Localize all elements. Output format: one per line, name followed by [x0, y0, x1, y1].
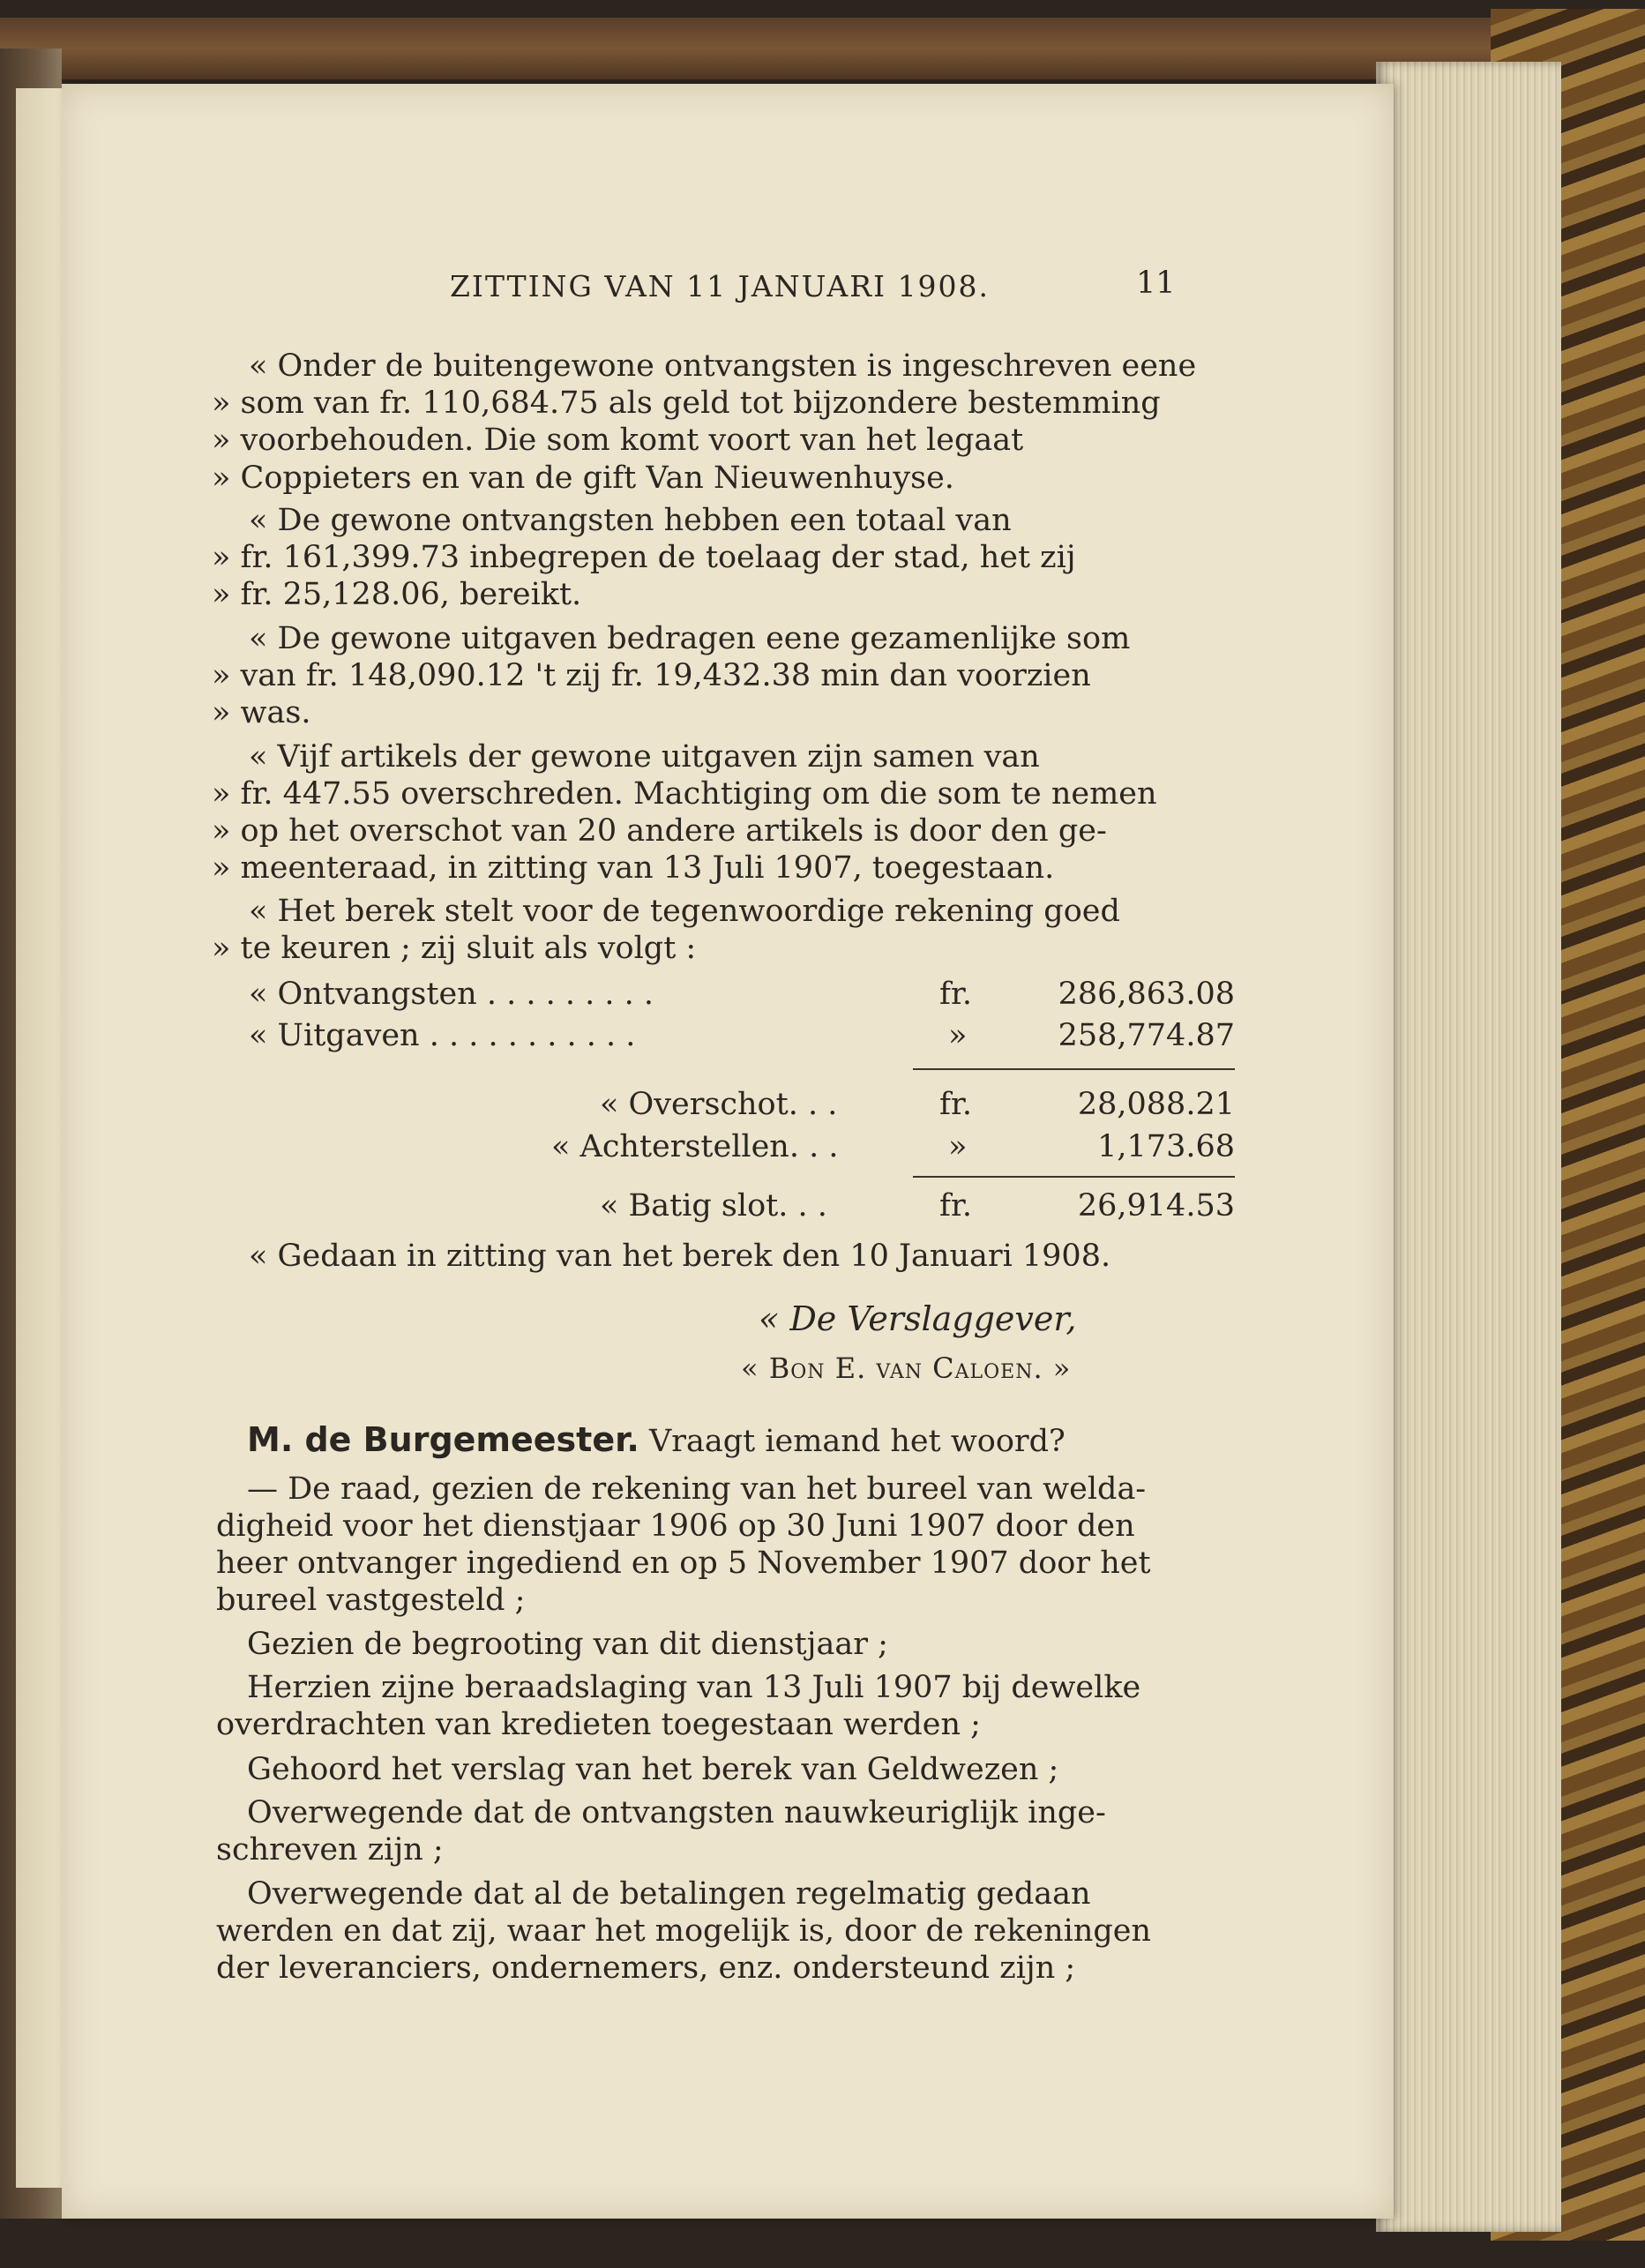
report-line: « De gewone uitgaven bedragen eene gezamenlijke som — [249, 621, 1131, 656]
page-block-edges — [1376, 62, 1561, 2232]
report-line: « Onder de buitengewone ontvangsten is ingeschreven eene — [249, 348, 1197, 384]
facing-page-edge — [16, 88, 64, 2188]
account-label: « Overschot. . . — [600, 1087, 838, 1122]
resolution-line: bureel vastgesteld ; — [216, 1583, 526, 1618]
resolution-line: Gezien de begrooting van dit dienstjaar ; — [247, 1627, 888, 1662]
account-label: « Batig slot. . . — [600, 1188, 827, 1224]
signature-title: « De Verslaggever, — [759, 1299, 1077, 1338]
account-amount: 286,863.08 — [1058, 977, 1235, 1012]
running-head: ZITTING VAN 11 JANUARI 1908. — [450, 269, 991, 303]
account-amount: 1,173.68 — [1097, 1129, 1235, 1164]
sum-rule — [913, 1068, 1235, 1070]
resolution-line: Overwegende dat al de betalingen regelmatig gedaan — [247, 1876, 1091, 1912]
report-line: » Coppieters en van de gift Van Nieuwenhuyse. — [212, 460, 954, 496]
account-currency: fr. — [939, 977, 972, 1012]
report-line: » som van fr. 110,684.75 als geld tot bijzondere bestemming — [212, 385, 1161, 421]
resolution-line: digheid voor het dienstjaar 1906 op 30 Juni 1907 door den — [216, 1508, 1135, 1544]
page-number: 11 — [1136, 266, 1176, 301]
sum-rule — [913, 1176, 1235, 1178]
report-line: » fr. 25,128.06, bereikt. — [212, 577, 582, 612]
account-currency: » — [948, 1129, 968, 1164]
resolution-line: overdrachten van kredieten toegestaan werden ; — [216, 1707, 981, 1742]
report-line: « Het berek stelt voor de tegenwoordige rekening goed — [249, 894, 1120, 929]
speaker-question: Vraagt iemand het woord? — [639, 1424, 1066, 1459]
resolution-line: — De raad, gezien de rekening van het bureel van welda- — [247, 1471, 1147, 1507]
speaker-line — [247, 1420, 1066, 1459]
done-line: « Gedaan in zitting van het berek den 10 Januari 1908. — [249, 1239, 1111, 1274]
report-line: » voorbehouden. Die som komt voort van het legaat — [212, 423, 1024, 458]
resolution-line: werden en dat zij, waar het mogelijk is, door de rekeningen — [216, 1913, 1152, 1949]
resolution-line: heer ontvanger ingediend en op 5 November 1907 door het — [216, 1546, 1151, 1581]
resolution-line: Herzien zijne beraadslaging van 13 Juli 1907 bij dewelke — [247, 1670, 1141, 1705]
account-currency: fr. — [939, 1188, 972, 1224]
account-label: « Ontvangsten . . . . . . . . . — [249, 977, 654, 1012]
account-currency: fr. — [939, 1087, 972, 1122]
report-line: » op het overschot van 20 andere artikels is door den ge- — [212, 813, 1107, 849]
report-line: « Vijf artikels der gewone uitgaven zijn samen van — [249, 739, 1040, 775]
resolution-line: schreven zijn ; — [216, 1832, 444, 1868]
report-line: « De gewone ontvangsten hebben een totaal van — [249, 503, 1012, 538]
account-amount: 28,088.21 — [1077, 1087, 1235, 1122]
resolution-line: der leveranciers, ondernemers, enz. ondersteund zijn ; — [216, 1950, 1076, 1986]
signature-name: « Bon E. van Caloen. » — [741, 1351, 1072, 1385]
speaker-name: M. de Burgemeester. — [247, 1420, 639, 1459]
account-label: « Achterstellen. . . — [551, 1129, 839, 1164]
report-line: » fr. 161,399.73 inbegrepen de toelaag der stad, het zij — [212, 540, 1076, 575]
report-line: » te keuren ; zij sluit als volgt : — [212, 931, 697, 966]
book-page — [62, 84, 1394, 2219]
resolution-line: Gehoord het verslag van het berek van Geldwezen ; — [247, 1752, 1059, 1787]
account-currency: » — [948, 1018, 968, 1053]
account-amount: 258,774.87 — [1058, 1018, 1235, 1053]
report-line: » van fr. 148,090.12 't zij fr. 19,432.38 min dan voorzien — [212, 658, 1091, 693]
account-amount: 26,914.53 — [1077, 1188, 1235, 1224]
book-spine-top — [0, 18, 1517, 79]
report-line: » meenteraad, in zitting van 13 Juli 1907, toegestaan. — [212, 850, 1055, 886]
account-label: « Uitgaven . . . . . . . . . . . — [249, 1018, 636, 1053]
report-line: » fr. 447.55 overschreden. Machtiging om die som te nemen — [212, 776, 1157, 812]
resolution-line: Overwegende dat de ontvangsten nauwkeuriglijk inge- — [247, 1795, 1106, 1830]
report-line: » was. — [212, 695, 311, 730]
